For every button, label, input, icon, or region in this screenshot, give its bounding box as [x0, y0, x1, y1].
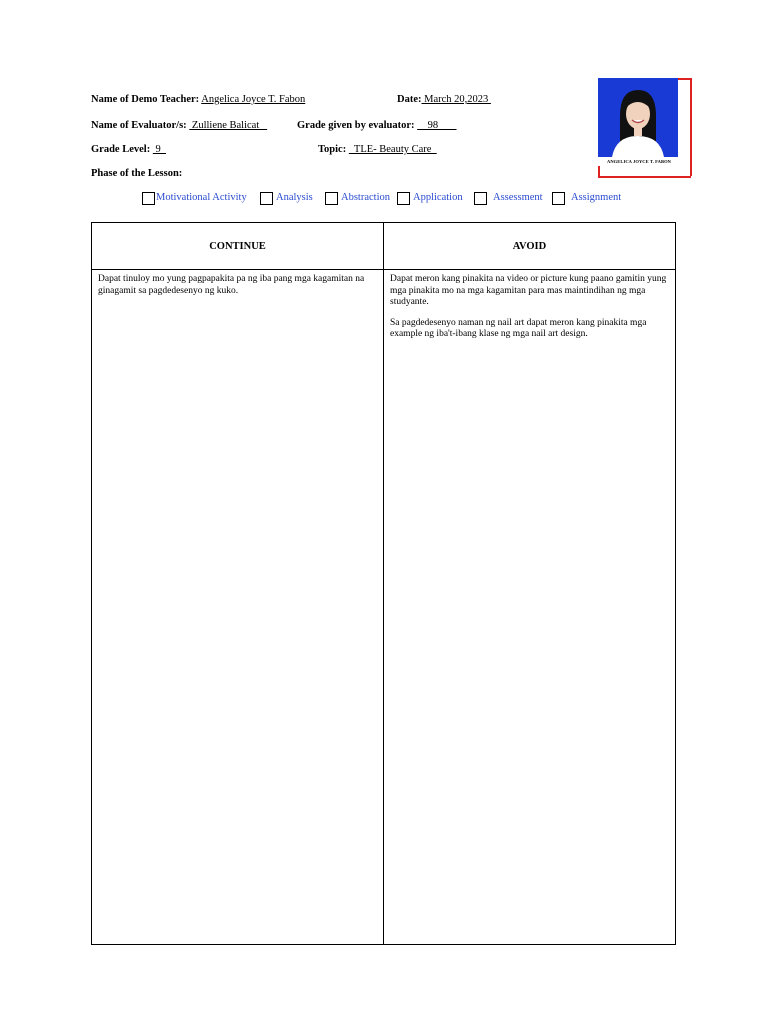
continue-cell [92, 270, 384, 945]
checkbox-assessment[interactable] [474, 192, 487, 205]
continue-text: Dapat tinuloy mo yung pagpapakita pa ng iba pang mga kagamitan na ginagamit sa pagdedesenyo ng kuko. [98, 274, 365, 296]
phase-application: Application [413, 192, 463, 203]
teacher-label: Name of Demo Teacher: [91, 94, 200, 105]
phase-row [91, 168, 182, 179]
table-header-row [92, 223, 676, 270]
phase-label: Phase of the Lesson: [91, 168, 183, 179]
phase-assessment: Assessment [493, 192, 543, 203]
evaluator-value: Zulliene Balicat [189, 120, 268, 131]
topic-label: Topic: [318, 144, 347, 155]
grade-given-label: Grade given by evaluator: [297, 120, 415, 131]
date-label: Date: [397, 94, 422, 105]
topic-value: TLE- Beauty Care [348, 144, 437, 155]
date-value: March 20,2023 [421, 94, 491, 105]
checkbox-motivational[interactable] [142, 192, 155, 205]
phase-assignment: Assignment [571, 192, 622, 203]
avoid-text-1: Dapat meron kang pinakita na video or picture kung paano gamitin yung mga pinakita mo na mga kagamitan para mas maintindihan ng mga studyante. [390, 274, 667, 307]
grade-level-row [91, 144, 166, 155]
avoid-cell [384, 270, 676, 945]
photo-frame-right [690, 78, 692, 176]
avoid-header: AVOID [384, 223, 676, 270]
table-row [92, 270, 676, 945]
evaluation-table [91, 222, 676, 945]
checkbox-assignment[interactable] [552, 192, 565, 205]
phase-motivational: Motivational Activity [156, 192, 247, 203]
teacher-row [91, 94, 305, 105]
phase-abstraction: Abstraction [341, 192, 390, 203]
date-row [397, 94, 491, 105]
checkbox-abstraction[interactable] [325, 192, 338, 205]
teacher-photo [598, 78, 678, 157]
photo-frame-left [598, 166, 600, 177]
grade-level-value: 9 [152, 144, 166, 155]
evaluator-label: Name of Evaluator/s: [91, 120, 187, 131]
evaluator-row [91, 120, 267, 131]
person-portrait-icon [598, 78, 678, 157]
photo-frame-bottom [598, 176, 691, 178]
checkbox-analysis[interactable] [260, 192, 273, 205]
grade-given-value: 98 [417, 120, 457, 131]
topic-row [318, 144, 437, 155]
phase-analysis: Analysis [276, 192, 313, 203]
checkbox-application[interactable] [397, 192, 410, 205]
teacher-value: Angelica Joyce T. Fabon [201, 94, 306, 105]
grade-given-row [297, 120, 457, 131]
continue-header: CONTINUE [92, 223, 384, 270]
grade-level-label: Grade Level: [91, 144, 151, 155]
photo-caption: ANGELICA JOYCE T. FABON [606, 159, 672, 164]
avoid-text-2: Sa pagdedesenyo naman ng nail art dapat meron kang pinakita mga example ng iba't-ibang klase ng mga nail art design. [390, 317, 647, 339]
